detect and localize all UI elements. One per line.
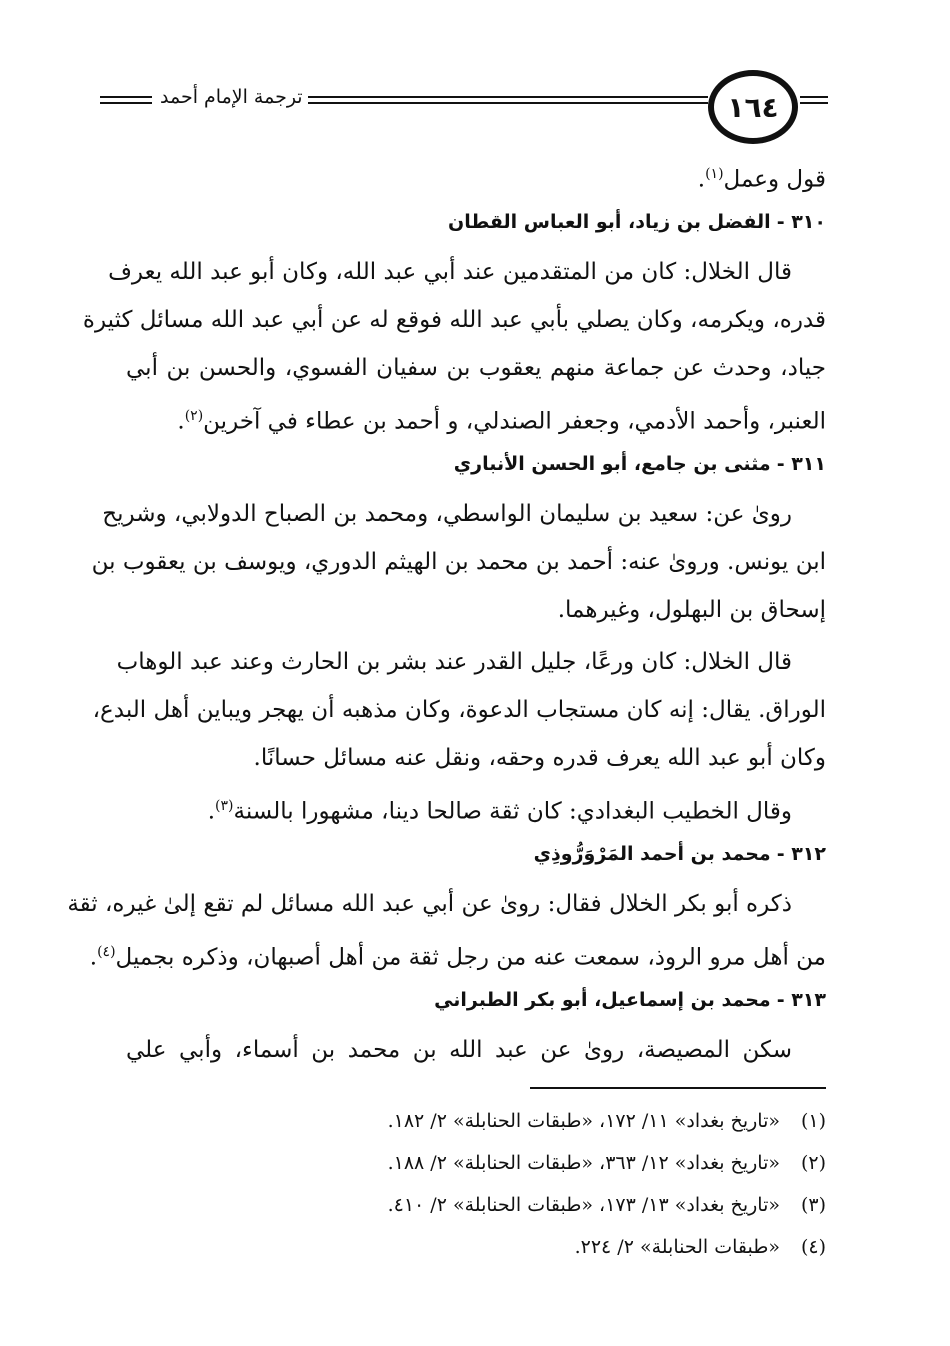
header-rule-right [800,96,828,104]
footnote-ref: (١) [705,166,724,182]
running-title: ترجمة الإمام أحمد [160,86,303,108]
text-line: من أهل مرو الروذ، سمعت عنه من رجل ثقة من أهل أصبهان، وذكره بجميل$^{(٤)}$. [89,944,826,971]
footnote: (٣)«تاريخ بغداد» ١٣/ ١٧٣، «طبقات الحنابلة» ٢/ ٤١٠. [387,1194,826,1216]
header-rule-middle [308,96,708,104]
text-line: وكان أبو عبد الله يعرف قدره وحقه، ونقل عنه مسائل حسانًا. [253,745,826,771]
page-header [100,62,828,140]
text-line: قال الخلال: كان ورعًا، جليل القدر عند بشر بن الحارث وعند عبد الوهاب [116,649,792,675]
entry-heading: ٣١٢ -محمد بن أحمد المَرْوَرُّوذِي [533,843,826,865]
entry-heading: ٣١٣ -محمد بن إسماعيل، أبو بكر الطبراني [434,989,826,1011]
text-line: وقال الخطيب البغدادي: كان ثقة صالحا دينا، مشهورا بالسنة$^{(٣)}$. [207,798,792,825]
text-line: قال الخلال: كان من المتقدمين عند أبي عبد الله، وكان أبو عبد الله يعرف [108,259,792,285]
text-line: روىٰ عن: سعيد بن سليمان الواسطي، ومحمد بن الصباح الدولابي، وشريح [102,501,792,527]
main-text [67,150,826,1074]
text-line: ابن يونس. وروىٰ عنه: أحمد بن محمد بن الهيثم الدوري، ويوسف بن يعقوب بن [91,549,826,575]
footnote: (٤)«طبقات الحنابلة» ٢/ ٢٢٤. [574,1236,826,1258]
text-line: الوراق. يقال: إنه كان مستجاب الدعوة، وكان مذهبه أن يهجر ويباين أهل البدع، [92,697,826,723]
text-line: جياد، وحدث عن جماعة منهم يعقوب بن سفيان الفسوي، والحسن بن أبي [126,355,826,381]
footnote-separator [530,1087,826,1089]
footnotes [226,1100,826,1268]
text-line: العنبر، وأحمد الأدمي، وجعفر الصندلي، و أحمد بن عطاء في آخرين$^{(٢)}$. [177,408,826,435]
page-number-ornament [708,70,798,144]
footnote: (١)«تاريخ بغداد» ١١/ ١٧٢، «طبقات الحنابلة» ٢/ ١٨٢. [387,1110,826,1132]
footnote-ref: (٣) [215,798,234,814]
text-line: سكن المصيصة، روىٰ عن عبد الله بن محمد بن أسماء، وأبي علي [126,1037,792,1063]
header-rule-left [100,96,152,104]
page-number: ١٦٤ [727,90,779,124]
footnote-ref: (٤) [97,944,116,960]
opening-line: قول وعمل$^{(١)}$. [697,166,826,193]
footnote-ref: (٢) [184,408,204,424]
entry-heading: ٣١١ -مثنى بن جامع، أبو الحسن الأنباري [453,453,826,475]
entry-heading: ٣١٠ -الفضل بن زياد، أبو العباس القطان [447,211,826,233]
text-line: قدره، ويكرمه، وكان يصلي بأبي عبد الله فوقع له عن أبي عبد الله مسائل كثيرة [82,307,826,333]
footnote: (٢)«تاريخ بغداد» ١٢/ ٣٦٣، «طبقات الحنابلة» ٢/ ١٨٨. [387,1152,826,1174]
text-line: إسحاق بن البهلول، وغيرهما. [557,597,826,623]
text-line: ذكره أبو بكر الخلال فقال: روىٰ عن أبي عبد الله مسائل لم تقع إلىٰ غيره، ثقة [67,891,792,917]
